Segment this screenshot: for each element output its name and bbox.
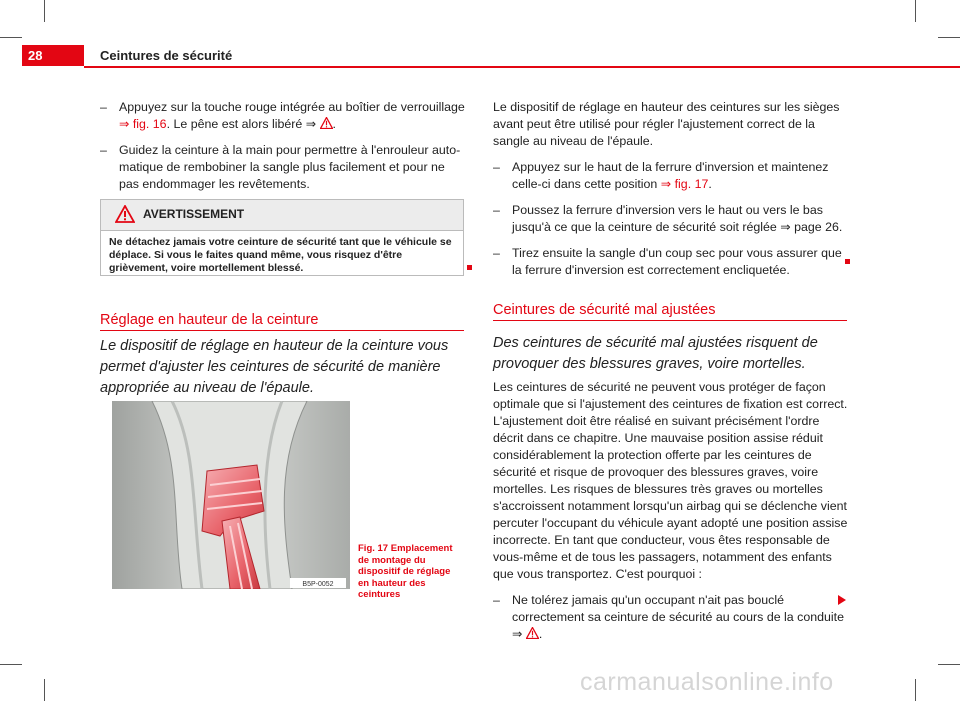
list-item: – Appuyez sur la touche rouge intégrée au boîtier de verrouillage ⇒ fig. 16. Le pêne est alors libéré ⇒ . <box>100 99 466 133</box>
header-rule <box>84 66 960 68</box>
section-title: Ceintures de sécurité mal ajustées <box>493 302 716 318</box>
section-end-mark <box>467 265 472 270</box>
intro-paragraph: Le dispositif de réglage en hauteur des ceintures sur les sièges avant peut être utilisé pour régler l'ajustement correct de la sangle au niveau de l'épaule. <box>493 100 840 148</box>
section-end-mark <box>845 259 850 264</box>
warning-icon[interactable] <box>526 627 539 639</box>
crop-mark <box>938 37 960 38</box>
warning-title: AVERTISSEMENT <box>143 207 245 221</box>
page-number: 28 <box>22 45 84 66</box>
left-column <box>100 99 466 202</box>
right-column <box>493 99 849 288</box>
crop-mark <box>938 664 960 665</box>
warning-header <box>101 200 463 231</box>
crop-mark <box>915 0 916 22</box>
list-item: – Appuyez sur le haut de la ferrure d'inversion et maintenez celle-ci dans cette position ⇒ fig. 17. <box>493 159 849 193</box>
continue-arrow-icon <box>838 595 846 605</box>
crop-mark <box>44 0 45 22</box>
figure-link[interactable]: ⇒ fig. 16 <box>119 117 167 131</box>
watermark: carmanualsonline.info <box>580 668 834 696</box>
right-body <box>493 379 849 652</box>
section-rule <box>493 320 847 321</box>
belt-height-adjuster-illustration <box>112 401 350 589</box>
list-item: – Tirez ensuite la sangle d'un coup sec pour vous assurer que la ferrure d'inversion est correctement encliquetée. <box>493 245 849 279</box>
list-item: – Ne tolérez jamais qu'un occupant n'ait pas bouclé correctement sa ceinture de sécurité au cours de la conduite ⇒ . <box>493 592 849 643</box>
list-item: – Poussez la ferrure d'inversion vers le haut ou vers le bas jusqu'à ce que la ceinture de sécurité soit réglée ⇒ page 26. <box>493 202 849 236</box>
crop-mark <box>44 679 45 701</box>
page-title: Ceintures de sécurité <box>100 48 233 63</box>
section-title: Réglage en hauteur de la ceinture <box>100 312 319 328</box>
warning-icon[interactable] <box>320 117 333 129</box>
figure-code: B5P-0052 <box>302 581 334 588</box>
figure-caption: Fig. 17 Emplacement de montage du dispositif de réglage en hauteur des ceintures <box>358 543 453 600</box>
list-item: – Guidez la ceinture à la main pour permettre à l'enrouleur automatique de rembobiner la sangle plus facilement et pour ne pas endommager les revêtements. <box>100 142 466 193</box>
section-lead: Des ceintures de sécurité mal ajustées risquent de provoquer des blessures graves, voire mortelles. <box>493 335 818 372</box>
crop-mark <box>0 37 22 38</box>
crop-mark <box>0 664 22 665</box>
figure-17 <box>112 401 350 589</box>
section-lead: Le dispositif de réglage en hauteur de la ceinture vous permet d'ajuster les ceintures de sécurité de manière appropriée au niveau de l'épaule. <box>100 338 449 396</box>
section-rule <box>100 330 464 331</box>
warning-box <box>100 199 464 276</box>
warning-icon <box>115 205 135 223</box>
warning-body: Ne détachez jamais votre ceinture de sécurité tant que le véhicule se déplace. Si vous le faites quand même, vous risquez d'être grièvement, voire mortellement blessé. <box>109 236 452 274</box>
crop-mark <box>915 679 916 701</box>
figure-link[interactable]: ⇒ fig. 17 <box>660 177 709 191</box>
body-paragraph: Les ceintures de sécurité ne peuvent vous protéger de façon optimale que si l'ajustement des ceintures de fixation est correct. L'ajustement doit être réalisé en suivant précisément l'ordre décrit dans ce chapitre. Une mauvaise position assise réduit considérablement la protection offerte par les ceintures de sécurité et risque de provoquer des blessures graves, voire mortelles. Les risques de blessures très graves ou mortelles s'accroissent notamment lorsqu'un airbag qui se déclenche vient percuter l'occupant du véhicule ayant adopté une position assise incorrecte. En tant que conducteur, vous êtes responsable de vous-même et de tous les passagers, notamment des enfants que vous transportez. C'est pourquoi : <box>493 380 848 581</box>
